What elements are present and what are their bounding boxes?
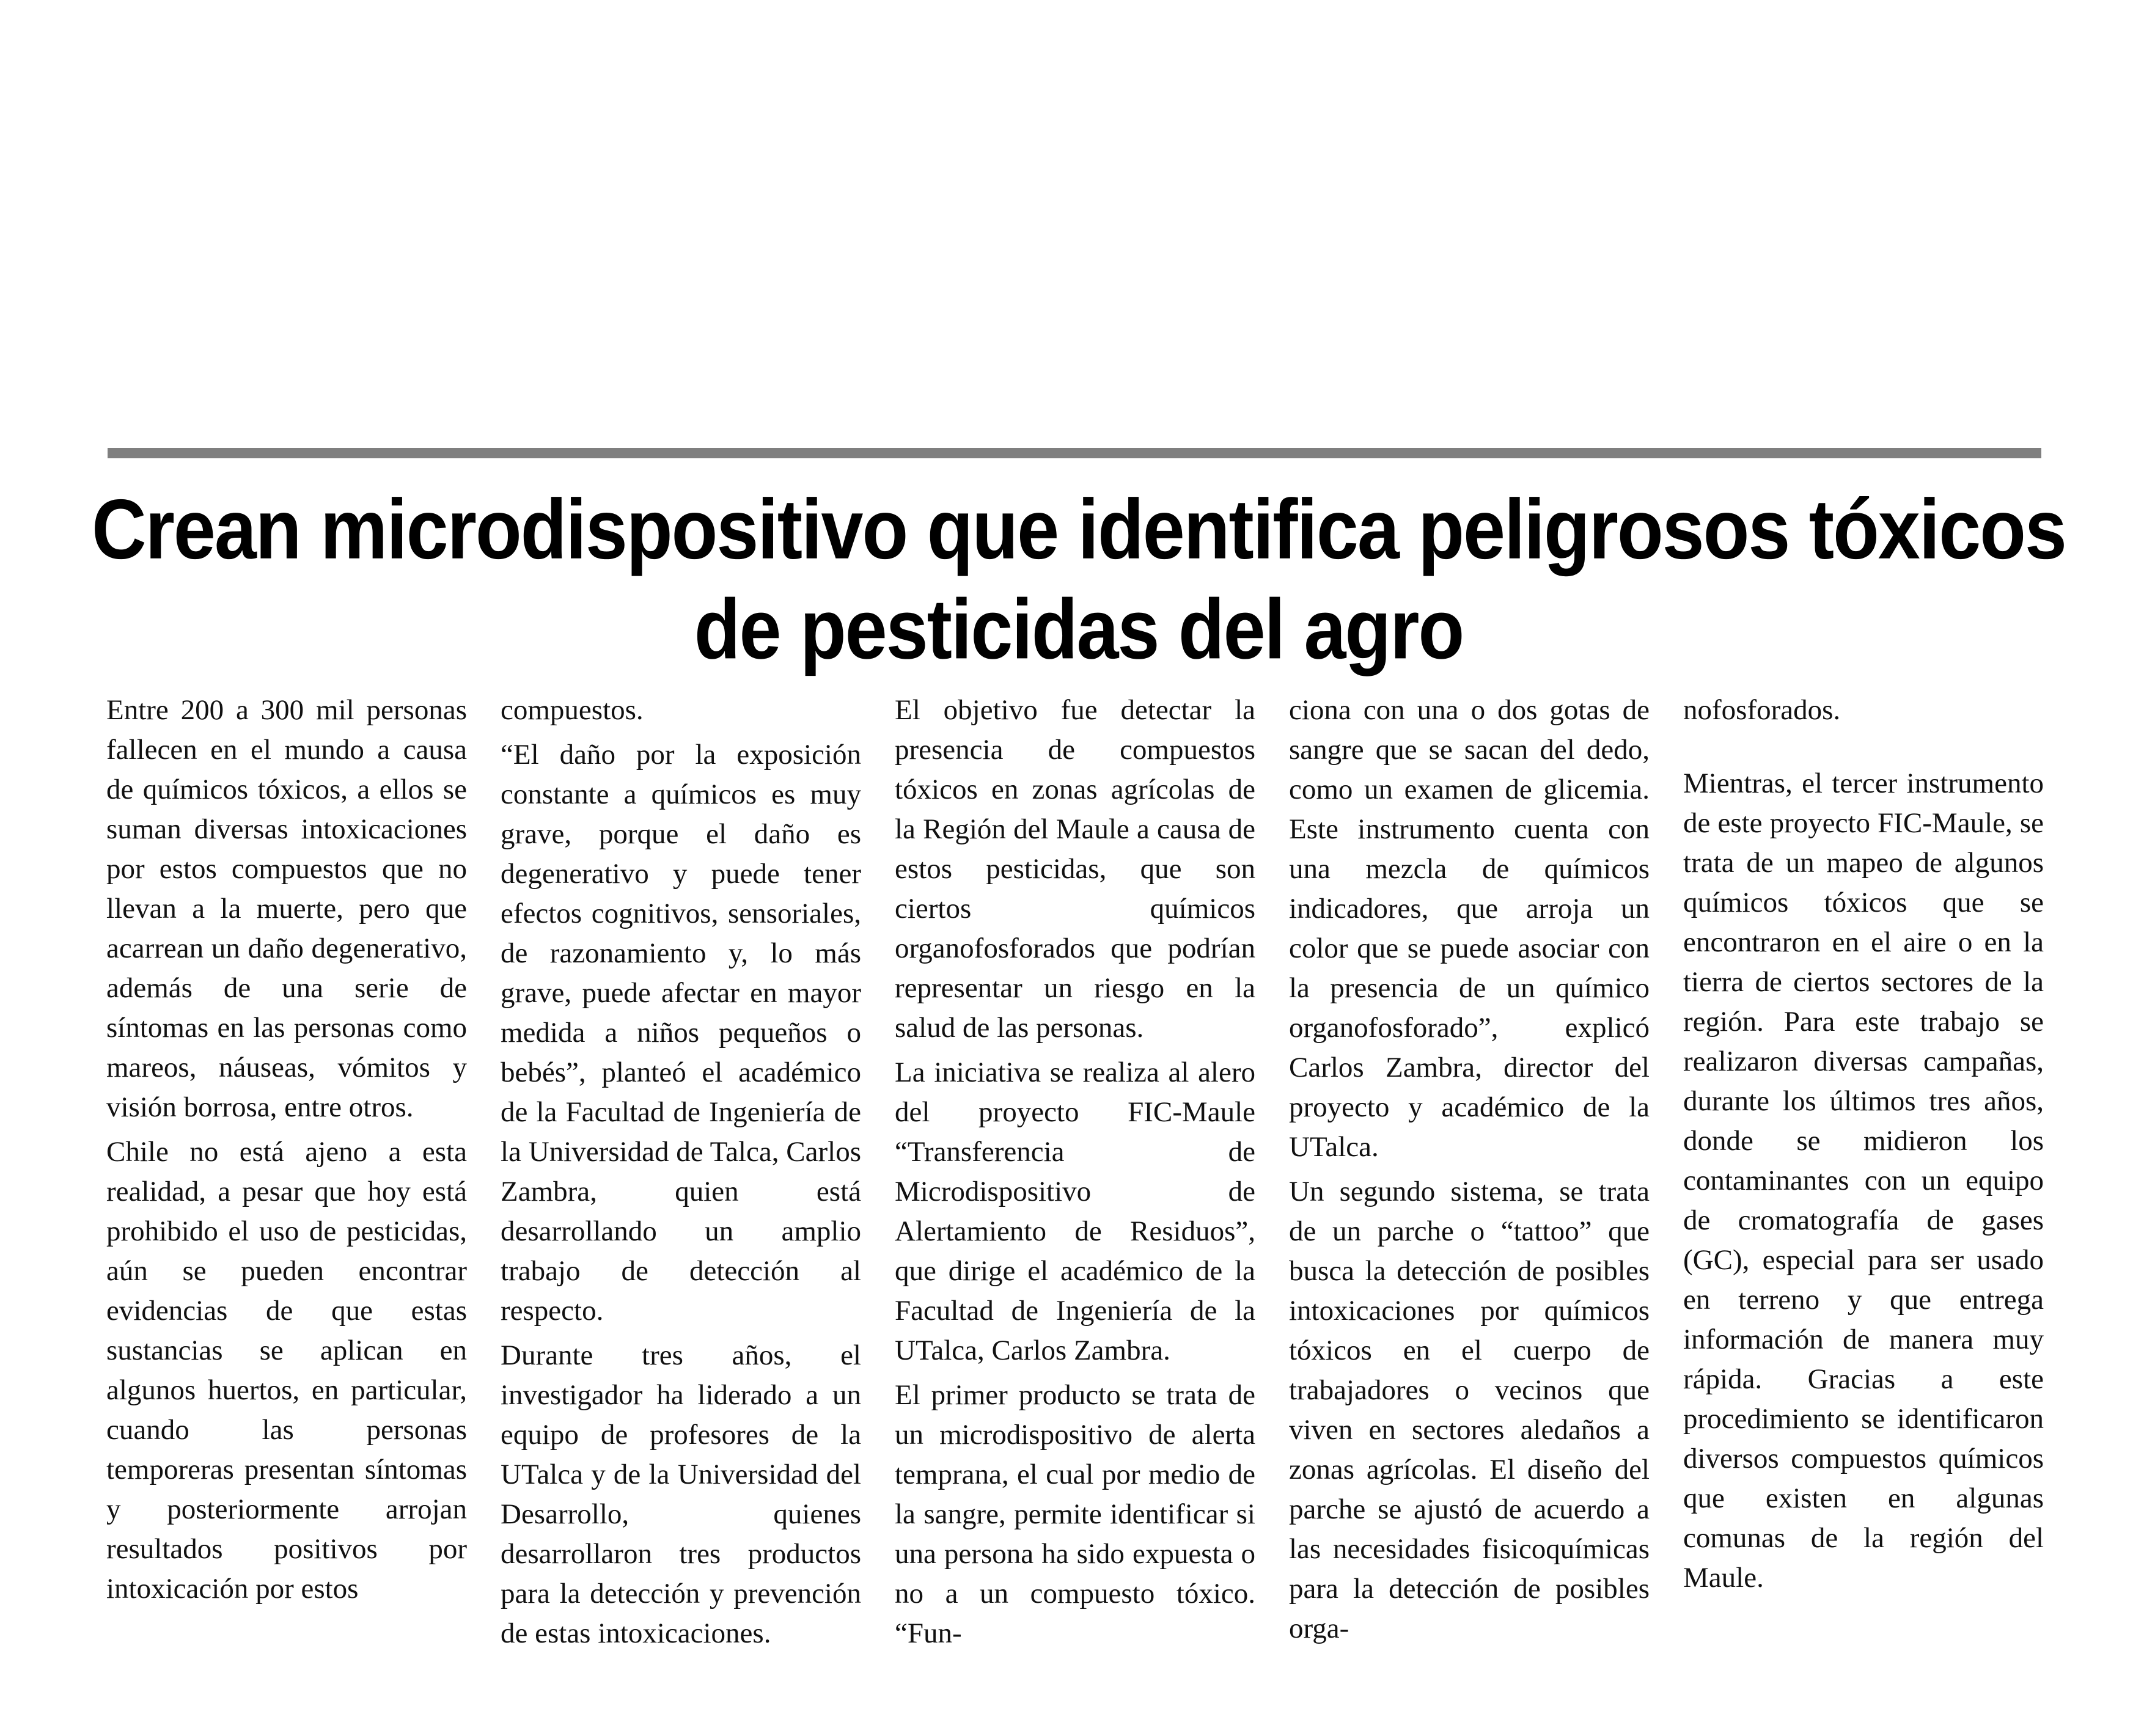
paragraph: La iniciativa se realiza al alero del proyecto FIC-Maule “Transferencia de Microdispositivo de Alertamiento de Residuos”, que dirige el académico de la Facultad de Ingeniería de la UTalca, Carlos Zambra. [895,1057,1255,1366]
paragraph: Durante tres años, el investigador ha liderado a un equipo de profesores de la UTalca y de la Universidad del Desarrollo, quienes desarrollaron tres productos para la detección y prevención de estas intoxicaciones. [501,1339,861,1649]
paragraph: compuestos. [501,694,644,726]
article-body [106,690,2044,1668]
article-column-4 [1289,690,1650,1654]
paragraph: “El daño por la exposición constante a químicos es muy grave, porque el daño es degenerativo y puede tener efectos cognitivos, sensoriales, de razonamiento y, lo más grave, puede afectar en mayor medida a niños pequeños o bebés”, planteó el académico de la Facultad de Ingeniería de la Universidad de Talca, Carlos Zambra, quien está desarrollando un amplio trabajo de detección al respecto. [501,739,861,1327]
headline-line-1: Crean microdispositivo que identifica peligrosos tóxicos [92,482,2066,577]
paragraph: El objetivo fue detectar la presencia de compuestos tóxicos en zonas agrícolas de la Región del Maule a causa de estos pesticidas, que son ciertos químicos organofosforados que podrían representar un riesgo en la salud de las personas. [895,694,1255,1044]
article-column-5 [1683,690,2044,1603]
paragraph: Chile no está ajeno a esta realidad, a pesar que hoy está prohibido el uso de pesticidas, aún se pueden encontrar evidencias de que estas sustancias se aplican en algunos huertos, en particular, cuando las personas temporeras presentan síntomas y posteriormente arrojan resultados positivos por intoxicación por estos [106,1136,467,1605]
paragraph: Entre 200 a 300 mil personas fallecen en el mundo a causa de químicos tóxicos, a ellos se suman diversas intoxicaciones por estos compuestos que no llevan a la muerte, pero que acarrean un daño degenerativo, además de una serie de síntomas en las personas como mareos, náuseas, vómitos y visión borrosa, entre otros. [106,694,467,1123]
article-column-2 [501,690,861,1658]
paragraph: El primer producto se trata de un microdispositivo de alerta temprana, el cual por medio de la sangre, permite identificar si una persona ha sido expuesta o no a un compuesto tóxico. “Fun- [895,1379,1255,1649]
paragraph: nofosforados. [1683,694,1841,726]
paragraph: Mientras, el tercer instrumento de este proyecto FIC-Maule, se trata de un mapeo de algunos químicos tóxicos que se encontraron en el aire o en la tierra de ciertos sectores de la región. Para este trabajo se realizaron diversas campañas, durante los últimos tres años, donde se midieron los contaminantes con un equipo de cromatografía de gases (GC), especial para ser usado en terreno y que entrega información de manera muy rápida. Gracias a este procedimiento se identificaron diversos compuestos químicos que existen en algunas comunas de la región del Maule. [1683,767,2044,1594]
article-column-3 [895,690,1255,1658]
article-headline [92,480,2066,679]
paragraph: Un segundo sistema, se trata de un parche o “tattoo” que busca la detección de posibles intoxicaciones por químicos tóxicos en el cuerpo de trabajadores o vecinos que viven en sectores aledaños a zonas agrícolas. El diseño del parche se ajustó de acuerdo a las necesidades fisicoquímicas para la detección de posibles orga- [1289,1176,1650,1644]
headline-top-rule [108,448,2041,458]
article-column-1 [106,690,467,1614]
headline-line-2: de pesticidas del agro [694,582,1464,677]
paragraph: ciona con una o dos gotas de sangre que se sacan del dedo, como un examen de glicemia. Este instrumento cuenta con una mezcla de químicos indicadores, que arroja un color que se puede asociar con la presencia de un químico organofosforado”, explicó Carlos Zambra, director del proyecto y académico de la UTalca. [1289,694,1650,1163]
